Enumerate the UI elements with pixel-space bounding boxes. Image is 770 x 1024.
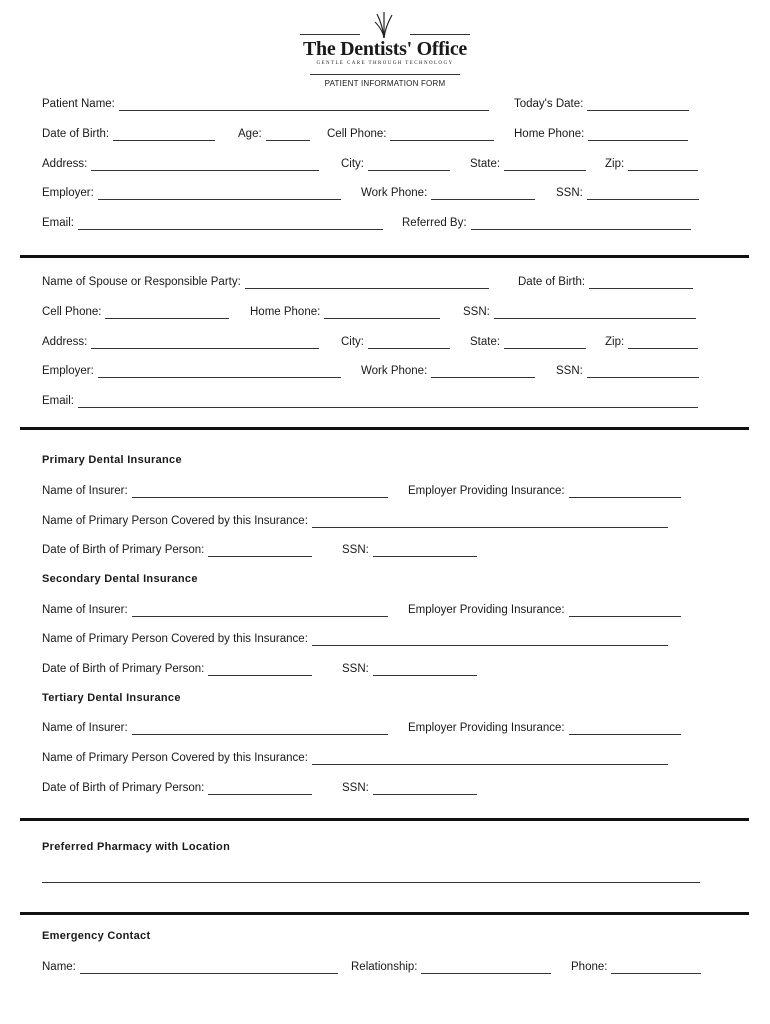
spouse-row-2 [42, 305, 710, 319]
tertiary-insurer-field[interactable] [42, 721, 388, 735]
tertiary-ssn-field[interactable] [342, 781, 477, 795]
tertiary-person-field[interactable] [42, 751, 668, 765]
primary-employer-providing-field[interactable] [408, 484, 681, 498]
dob-label: Date of Birth: [42, 128, 110, 140]
patient-row-5 [42, 216, 710, 230]
primary-insurer-row [42, 484, 710, 498]
city-line[interactable] [368, 159, 450, 171]
spouse-row-5 [42, 394, 710, 408]
email-line[interactable] [78, 218, 383, 230]
emergency-name-field[interactable] [42, 960, 338, 974]
cell-phone-line[interactable] [390, 129, 494, 141]
spouse-name-line[interactable] [245, 277, 489, 289]
logo-rule-right [410, 34, 470, 35]
state-field[interactable] [470, 157, 586, 171]
section-divider [20, 427, 749, 430]
address-field[interactable] [42, 157, 319, 171]
age-line[interactable] [266, 129, 310, 141]
logo [300, 10, 470, 72]
primary-person-row [42, 514, 710, 528]
spouse-address-label: Address: [42, 336, 88, 348]
cell-phone-field[interactable] [327, 127, 494, 141]
state-line[interactable] [504, 159, 586, 171]
todays-date-line[interactable] [587, 99, 689, 111]
spouse-name-field[interactable] [42, 275, 489, 289]
spouse-row-3 [42, 335, 710, 349]
referred-by-field[interactable] [402, 216, 691, 230]
spouse-email-line[interactable] [78, 396, 698, 408]
ssn-label: SSN: [342, 663, 369, 675]
primary-dob-field[interactable] [42, 543, 312, 557]
tertiary-dob-row [42, 781, 710, 795]
pharmacy-line[interactable] [42, 881, 700, 883]
brand-tagline: GENTLE CARE THROUGH TECHNOLOGY [316, 61, 454, 66]
spouse-ssn2-field[interactable] [556, 364, 699, 378]
work-phone-label: Work Phone: [361, 187, 428, 199]
spouse-dob-line[interactable] [589, 277, 693, 289]
employer-providing-line[interactable] [569, 723, 681, 735]
primary-person-line[interactable] [312, 753, 668, 765]
ssn-line[interactable] [373, 783, 477, 795]
secondary-employer-providing-field[interactable] [408, 603, 681, 617]
spouse-city-label: City: [341, 336, 364, 348]
section-divider [20, 255, 749, 258]
dob-primary-label: Date of Birth of Primary Person: [42, 782, 205, 794]
primary-person-label: Name of Primary Person Covered by this Insurance: [42, 752, 308, 764]
email-field[interactable] [42, 216, 383, 230]
primary-person-field[interactable] [42, 514, 668, 528]
city-field[interactable] [341, 157, 450, 171]
spouse-zip-label: Zip: [605, 336, 625, 348]
spouse-address-field[interactable] [42, 335, 319, 349]
cell-phone-label: Cell Phone: [327, 128, 387, 140]
home-phone-label: Home Phone: [514, 128, 585, 140]
spouse-email-field[interactable] [42, 394, 698, 408]
secondary-insurer-row [42, 603, 710, 617]
spouse-email-label: Email: [42, 395, 74, 407]
tertiary-insurance-heading: Tertiary Dental Insurance [42, 692, 181, 704]
spouse-home-field[interactable] [250, 305, 440, 319]
pharmacy-heading: Preferred Pharmacy with Location [42, 841, 231, 853]
spouse-state-field[interactable] [470, 335, 586, 349]
dob-line[interactable] [113, 129, 215, 141]
insurer-line[interactable] [132, 723, 388, 735]
spouse-ssn-label: SSN: [463, 306, 490, 318]
logo-rule-left [300, 34, 360, 35]
primary-ssn-field[interactable] [342, 543, 477, 557]
section-divider [20, 912, 749, 915]
secondary-person-field[interactable] [42, 632, 668, 646]
todays-date-label: Today's Date: [514, 98, 584, 110]
spouse-cell-label: Cell Phone: [42, 306, 102, 318]
tertiary-person-row [42, 751, 710, 765]
ssn-line[interactable] [373, 545, 477, 557]
spouse-row-1 [42, 275, 710, 289]
emergency-row [42, 960, 710, 974]
tertiary-dob-field[interactable] [42, 781, 312, 795]
referred-by-label: Referred By: [402, 217, 467, 229]
email-label: Email: [42, 217, 74, 229]
spouse-employer-field[interactable] [42, 364, 341, 378]
employer-providing-label: Employer Providing Insurance: [408, 485, 565, 497]
zip-line[interactable] [628, 159, 698, 171]
employer-providing-label: Employer Providing Insurance: [408, 604, 565, 616]
primary-insurer-field[interactable] [42, 484, 388, 498]
insurer-line[interactable] [132, 486, 388, 498]
spouse-work-phone-line[interactable] [431, 366, 535, 378]
spouse-ssn2-label: SSN: [556, 365, 583, 377]
emergency-name-line[interactable] [80, 962, 338, 974]
age-label: Age: [238, 128, 262, 140]
address-label: Address: [42, 158, 88, 170]
patient-name-field[interactable] [42, 97, 489, 111]
spouse-dob-field[interactable] [518, 275, 693, 289]
spouse-work-phone-label: Work Phone: [361, 365, 428, 377]
spouse-work-phone-field[interactable] [361, 364, 535, 378]
work-phone-line[interactable] [431, 188, 535, 200]
spouse-cell-field[interactable] [42, 305, 229, 319]
primary-person-label: Name of Primary Person Covered by this Insurance: [42, 633, 308, 645]
patient-name-line[interactable] [119, 99, 489, 111]
spouse-address-line[interactable] [91, 337, 319, 349]
patient-row-4 [42, 186, 710, 200]
secondary-dob-row [42, 662, 710, 676]
employer-label: Employer: [42, 187, 94, 199]
emergency-heading: Emergency Contact [42, 930, 151, 942]
primary-person-label: Name of Primary Person Covered by this Insurance: [42, 515, 308, 527]
employer-providing-label: Employer Providing Insurance: [408, 722, 565, 734]
employer-providing-line[interactable] [569, 486, 681, 498]
todays-date-field[interactable] [514, 97, 689, 111]
spouse-city-line[interactable] [368, 337, 450, 349]
employer-providing-line[interactable] [569, 605, 681, 617]
primary-person-line[interactable] [312, 516, 668, 528]
spouse-ssn-field[interactable] [463, 305, 696, 319]
patient-row-2 [42, 127, 710, 141]
spouse-row-4 [42, 364, 710, 378]
patient-row-3 [42, 157, 710, 171]
spouse-state-label: State: [470, 336, 501, 348]
secondary-insurer-field[interactable] [42, 603, 388, 617]
emergency-name-label: Name: [42, 961, 76, 973]
dob-primary-line[interactable] [208, 664, 312, 676]
spouse-ssn-line[interactable] [494, 307, 696, 319]
age-field[interactable] [238, 127, 310, 141]
emergency-relationship-field[interactable] [351, 960, 551, 974]
insurer-label: Name of Insurer: [42, 485, 128, 497]
emergency-phone-line[interactable] [611, 962, 701, 974]
secondary-dob-field[interactable] [42, 662, 312, 676]
spouse-state-line[interactable] [504, 337, 586, 349]
state-label: State: [470, 158, 501, 170]
emergency-phone-field[interactable] [571, 960, 701, 974]
zip-label: Zip: [605, 158, 625, 170]
grass-logo-icon [372, 12, 396, 38]
spouse-city-field[interactable] [341, 335, 450, 349]
home-phone-field[interactable] [514, 127, 688, 141]
ssn-field[interactable] [556, 186, 699, 200]
brand-name: The Dentists' Office [303, 38, 467, 60]
form-header [0, 10, 770, 88]
secondary-person-row [42, 632, 710, 646]
zip-field[interactable] [605, 157, 698, 171]
spouse-dob-label: Date of Birth: [518, 276, 586, 288]
primary-person-line[interactable] [312, 634, 668, 646]
spouse-home-line[interactable] [324, 307, 440, 319]
primary-insurance-heading: Primary Dental Insurance [42, 454, 182, 466]
tertiary-employer-providing-field[interactable] [408, 721, 681, 735]
spouse-ssn2-line[interactable] [587, 366, 699, 378]
address-line[interactable] [91, 159, 319, 171]
work-phone-field[interactable] [361, 186, 535, 200]
patient-row-1 [42, 97, 710, 111]
emergency-relationship-label: Relationship: [351, 961, 418, 973]
ssn-label: SSN: [556, 187, 583, 199]
primary-dob-row [42, 543, 710, 557]
spouse-name-label: Name of Spouse or Responsible Party: [42, 276, 241, 288]
dob-primary-line[interactable] [208, 783, 312, 795]
secondary-insurance-heading: Secondary Dental Insurance [42, 573, 198, 585]
home-phone-line[interactable] [588, 129, 688, 141]
form-title: PATIENT INFORMATION FORM [324, 79, 446, 88]
employer-line[interactable] [98, 188, 341, 200]
ssn-line[interactable] [587, 188, 699, 200]
employer-field[interactable] [42, 186, 341, 200]
patient-name-label: Patient Name: [42, 98, 115, 110]
insurer-line[interactable] [132, 605, 388, 617]
ssn-label: SSN: [342, 544, 369, 556]
spouse-zip-line[interactable] [628, 337, 698, 349]
spouse-home-label: Home Phone: [250, 306, 321, 318]
title-rule [310, 74, 460, 75]
ssn-line[interactable] [373, 664, 477, 676]
spouse-zip-field[interactable] [605, 335, 698, 349]
secondary-ssn-field[interactable] [342, 662, 477, 676]
insurer-label: Name of Insurer: [42, 604, 128, 616]
spouse-employer-line[interactable] [98, 366, 341, 378]
dob-primary-label: Date of Birth of Primary Person: [42, 663, 205, 675]
section-divider [20, 818, 749, 821]
dob-field[interactable] [42, 127, 215, 141]
ssn-label: SSN: [342, 782, 369, 794]
tertiary-insurer-row [42, 721, 710, 735]
emergency-phone-label: Phone: [571, 961, 608, 973]
city-label: City: [341, 158, 364, 170]
dob-primary-label: Date of Birth of Primary Person: [42, 544, 205, 556]
insurer-label: Name of Insurer: [42, 722, 128, 734]
dob-primary-line[interactable] [208, 545, 312, 557]
emergency-relationship-line[interactable] [421, 962, 551, 974]
referred-by-line[interactable] [471, 218, 691, 230]
spouse-employer-label: Employer: [42, 365, 94, 377]
spouse-cell-line[interactable] [105, 307, 229, 319]
